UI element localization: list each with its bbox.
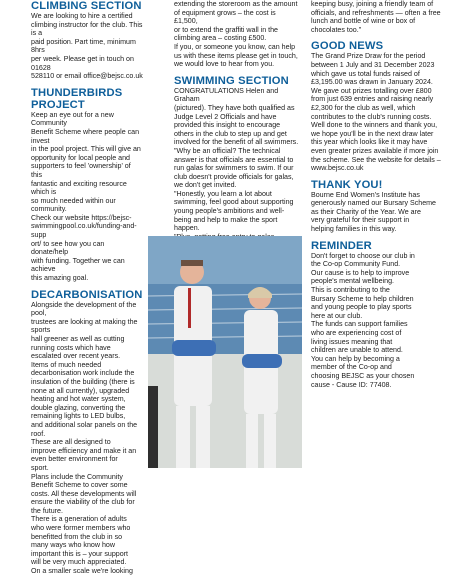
reminder-body-line: Bursary Scheme to help children — [311, 294, 414, 303]
decarbonisation-heading: DECARBONISATION — [31, 288, 143, 301]
decarbonisation-body-line: will be very much appreciated. — [31, 558, 127, 567]
climbing-body-line: climbing instructor for the club. This is a — [31, 20, 143, 38]
thank-you-body-line: Bourne End Women's Institute has — [311, 190, 420, 199]
decarbonisation-body-line: many ways who know how — [31, 541, 115, 550]
climbing-body-line: per week. Please get in touch on 01628 — [31, 54, 134, 72]
storeroom-continuation-line: climbing area – costing £500. — [174, 34, 267, 43]
decarbonisation-body-line: benefitted from the club in so — [31, 532, 123, 541]
swimming-body-line: "Honestly, you learn a lot about — [174, 189, 272, 198]
decarbonisation-body-line: Alongside the development of the pool, — [31, 300, 137, 318]
officials-continuation-line: officials, and refreshments — often a free — [311, 8, 441, 17]
decarbonisation-body-line: sport. — [31, 463, 49, 472]
reminder-body-line: cause - Cause ID: 77408. — [311, 380, 392, 389]
storeroom-continuation-line: of equipment grows – the cost is £1,500, — [174, 8, 276, 26]
reminder-body-line: choosing BEJSC as your chosen — [311, 371, 415, 380]
decarbonisation-body-line: roof. — [31, 429, 46, 438]
swimming-body-line: swimming, feel good about supporting — [174, 198, 294, 207]
decarbonisation-body-line: improve efficiency and make it an — [31, 446, 137, 455]
swimming-body-line: being and help to make the sport — [174, 215, 278, 224]
decarbonisation-body-line: remaining lights to LED bulbs, — [31, 412, 126, 421]
good-news-body — [311, 52, 451, 172]
storeroom-continuation-line: us with these items please get in touch, — [174, 51, 298, 60]
decarbonisation-body-line: and additional solar panels on the — [31, 420, 138, 429]
decarbonisation-body-line: escalated over recent years. — [31, 352, 121, 361]
officials-photo-drawing — [148, 236, 302, 468]
swimming-body-line: (pictured). They have both qualified as — [174, 103, 295, 112]
good-news-body-line: £2,300 for the club as well, which — [311, 103, 416, 112]
decarbonisation-body-line: running costs which have — [31, 343, 111, 352]
good-news-body-line: Well done to the winners and thank you, — [311, 121, 438, 130]
decarbonisation-body-line: who were former members who — [31, 524, 131, 533]
decarbonisation-body-line: These are all designed to — [31, 438, 111, 447]
swimming-body-line: provided this insight to encourage — [174, 121, 281, 130]
good-news-body-line: contributes to the club's running costs. — [311, 112, 432, 121]
good-news-body-line: www.bejsc.co.uk — [311, 164, 364, 173]
good-news-body-line: we hope you'll be in the next draw later — [311, 129, 434, 138]
climbing-body-line: We are looking to hire a certified — [31, 12, 133, 20]
reminder-section — [311, 240, 451, 390]
thank-you-heading: THANK YOU! — [311, 178, 383, 191]
thunderbirds-heading-line-2: PROJECT — [31, 98, 85, 111]
swimming-body-line: others in the club to step up and get — [174, 129, 287, 138]
reminder-body-line: children are unable to attend. — [311, 346, 403, 355]
decarbonisation-body — [31, 301, 143, 576]
photo-chair — [148, 386, 158, 468]
good-news-section — [311, 40, 451, 172]
swimming-body-line: CONGRATULATIONS Helen and Graham — [174, 86, 279, 104]
swimming-body-line: "Why be an official? The technical — [174, 146, 281, 155]
decarbonisation-body-line: Benefit Scheme to cover some — [31, 481, 128, 490]
swimming-body — [174, 87, 300, 242]
climbing-body — [31, 12, 143, 81]
climbing-body-line: paid position. Part time, minimum 8hrs — [31, 37, 136, 55]
reminder-body-line: member of the Co-op and — [311, 363, 392, 372]
swimming-body-line: happen. — [174, 224, 200, 233]
reminder-body-line: and young people to play sports — [311, 303, 412, 312]
climbing-section — [31, 0, 143, 81]
reminder-body-line: who are experiencing cost of — [311, 329, 402, 337]
swimming-body-line: Judge Level 2 Officials and have — [174, 112, 277, 121]
reminder-body-line: here at our club. — [311, 311, 363, 320]
decarbonisation-body-line: heating and hot water system, — [31, 395, 126, 404]
thunderbirds-body-line: Benefit Scheme where people can invest — [31, 127, 140, 145]
good-news-body-line: the scheme. See the website for details – — [311, 155, 441, 164]
good-news-body-line: £3,195.00 was drawn in January 2024. — [311, 78, 433, 87]
reminder-body-line: You can help by becoming a — [311, 354, 400, 363]
thank-you-body-line: helping families in this way. — [311, 225, 397, 234]
reminder-body-line: The funds can support families — [311, 320, 408, 329]
decarbonisation-section — [31, 289, 143, 576]
thank-you-section — [311, 179, 451, 234]
storeroom-continuation — [174, 0, 300, 69]
decarbonisation-body-line: ensure the viability of the club for — [31, 498, 135, 507]
decarbonisation-body-line: Plans include the Community — [31, 472, 123, 481]
good-news-body-line: which gave us total funds raised of — [311, 69, 420, 78]
thunderbirds-heading — [31, 87, 143, 111]
photo-poolside — [148, 354, 302, 468]
thunderbirds-section — [31, 87, 143, 283]
storeroom-continuation-line: extending the storeroom as the amount — [174, 0, 298, 8]
officials-continuation-line: lunch and bottle of wine or box of — [311, 17, 416, 26]
thunderbirds-body — [31, 111, 143, 283]
reminder-body-line: This is contributing to the — [311, 286, 390, 295]
thunderbirds-body-line: so much needed within our community. — [31, 196, 116, 214]
swimming-heading: SWIMMING SECTION — [174, 74, 289, 87]
column-right — [311, 0, 451, 389]
reminder-body-line: people's mental wellbeing. — [311, 277, 394, 286]
photo-windows — [148, 236, 302, 284]
decarbonisation-body-line: important this is – your support — [31, 549, 128, 558]
good-news-heading: GOOD NEWS — [311, 40, 384, 53]
decarbonisation-body-line: even better environment for — [31, 455, 118, 464]
reminder-body-line: living issues meaning that — [311, 337, 393, 346]
thunderbirds-body-line: supporters to feel 'ownership' of this — [31, 162, 131, 179]
officials-photo — [148, 236, 302, 468]
thank-you-body-line: generously named our Bursary Scheme — [311, 199, 436, 208]
swimming-body-line: answer is that officials are essential to — [174, 155, 294, 164]
reminder-body-line: Don't forget to choose our club in — [311, 251, 415, 260]
thunderbirds-body-line: Check our website https://bejsc- — [31, 213, 132, 222]
decarbonisation-body-line: hall greener as well as cutting — [31, 335, 125, 343]
decarbonisation-body-line: none at all currently), upgraded — [31, 386, 130, 395]
reminder-body-line: Our cause is to help to improve — [311, 268, 410, 277]
swimming-body-line: involved for the benefit of all swimmers. — [174, 138, 299, 147]
decarbonisation-body-line: insulation of the building (there is — [31, 377, 135, 386]
good-news-body-line: this year which looks like it may have — [311, 138, 428, 147]
storeroom-continuation-line: or to extend the graffiti wall in the — [174, 25, 278, 34]
climbing-body-line: 528110 or email office@bejsc.co.uk — [31, 72, 143, 81]
thunderbirds-body-line: in the pool project. This will give an — [31, 145, 141, 154]
thunderbirds-heading-line-1: THUNDERBIRDS — [31, 86, 123, 99]
swimming-body-line: run galas for swimmers to swim. If our — [174, 164, 294, 173]
thunderbirds-body-line: Keep an eye out for a new Community — [31, 110, 114, 128]
decarbonisation-body-line: Items of much needed — [31, 360, 102, 369]
climbing-heading: CLIMBING SECTION — [31, 0, 142, 12]
storeroom-continuation-line: If you, or someone you know, can help — [174, 42, 296, 51]
thank-you-body-line: very grateful for their support in — [311, 216, 410, 225]
officials-continuation — [311, 0, 451, 34]
swimming-body-line: young people's ambitions and well- — [174, 207, 285, 216]
swimming-body-line: we don't get invited. — [174, 181, 237, 190]
decarbonisation-body-line: trustees are looking at making the sports — [31, 317, 138, 335]
decarbonisation-body-line: double glazing, converting the — [31, 403, 126, 412]
swimming-body-line: club doesn't provide officials for galas, — [174, 172, 294, 181]
decarbonisation-body-line: the future. — [31, 506, 63, 515]
good-news-body-line: from just 639 entries and raising nearly — [311, 95, 434, 104]
thunderbirds-body-line: this amazing goal. — [31, 274, 89, 283]
decarbonisation-body-line: There is a generation of adults — [31, 515, 127, 524]
thunderbirds-body-line: ort/ to see how you can donate/help — [31, 239, 105, 257]
good-news-body-line: between 1 July and 31 December 2023 — [311, 60, 435, 69]
thunderbirds-body-line: with funding. Together we can achieve — [31, 256, 125, 274]
thunderbirds-body-line: swimmingpool.co.uk/funding-and-supp — [31, 222, 137, 240]
officials-continuation-line: keeping busy, joining a friendly team of — [311, 0, 434, 8]
decarbonisation-body-line: costs. All these developments will — [31, 489, 137, 498]
reminder-body-line: the Co-op Community Fund. — [311, 260, 401, 269]
column-middle — [174, 0, 300, 241]
swimming-section — [174, 75, 300, 242]
good-news-body-line: even greater prizes available if more join — [311, 146, 439, 155]
good-news-body-line: We gave out prizes totalling over £800 — [311, 86, 432, 95]
column-left — [31, 0, 143, 576]
reminder-heading: REMINDER — [311, 239, 372, 252]
thunderbirds-body-line: fantastic and exciting resource which is — [31, 179, 127, 197]
officials-continuation-line: chocolates too." — [311, 25, 362, 34]
thank-you-body-line: as their Charity of the Year. We are — [311, 207, 421, 216]
decarbonisation-body-line: On a smaller scale we're looking — [31, 567, 133, 576]
decarbonisation-body-line: decarbonisation work include the — [31, 369, 135, 378]
good-news-body-line: The Grand Prize Draw for the period — [311, 52, 426, 61]
thunderbirds-body-line: opportunity for local people and — [31, 153, 130, 162]
storeroom-continuation-line: we would love to hear from you. — [174, 60, 275, 69]
thank-you-body — [311, 191, 451, 234]
reminder-body — [311, 252, 451, 390]
